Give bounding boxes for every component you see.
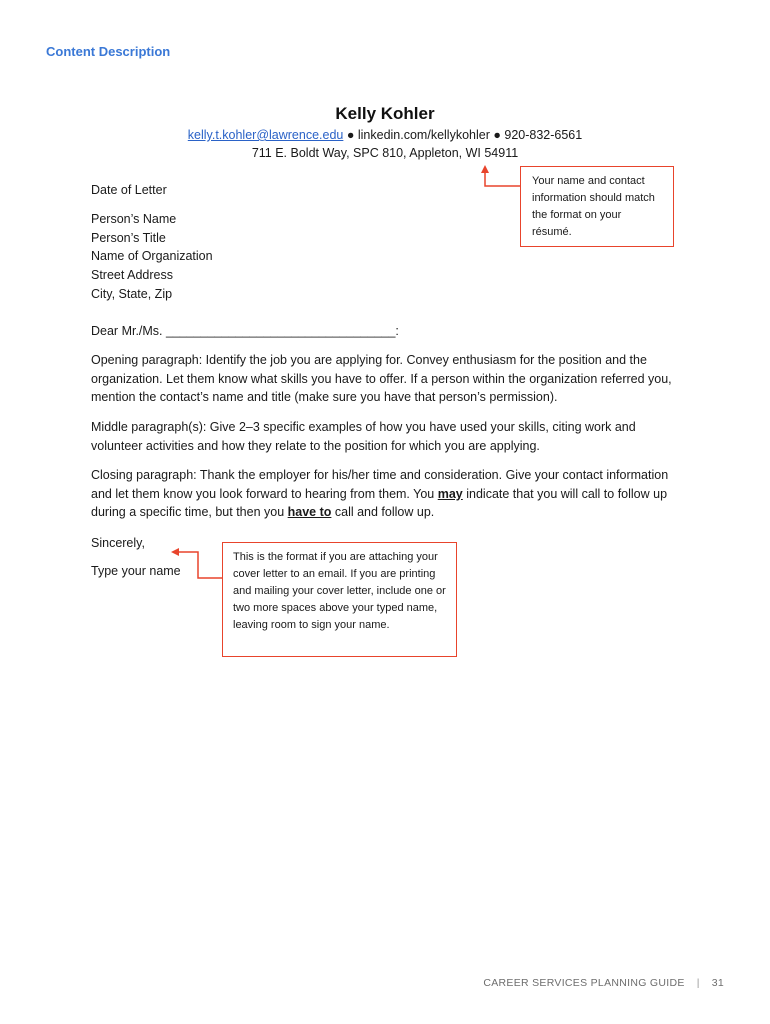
section-label: Content Description	[46, 44, 171, 59]
sender-email-link[interactable]: kelly.t.kohler@lawrence.edu	[187, 128, 344, 142]
salutation: Dear Mr./Ms. _________________________________:	[91, 324, 399, 338]
typed-name: Type your name	[91, 564, 181, 578]
middle-paragraph: Middle paragraph(s): Give 2–3 specific examples of how you have used your skills, citing work and volunteer activities and how they relate to the position for which you are applying.	[91, 420, 636, 453]
footer-separator: |	[696, 977, 700, 989]
page-footer	[483, 977, 724, 989]
sender-address: 711 E. Boldt Way, SPC 810, Appleton, WI 54911	[251, 146, 519, 160]
top-arrowhead-icon	[481, 165, 489, 173]
recipient-name: Person’s Name	[91, 212, 177, 226]
closing-text-part3: call and follow up.	[331, 505, 435, 520]
recipient-street: Street Address	[91, 268, 173, 283]
opening-paragraph: Opening paragraph: Identify the job you are applying for. Convey enthusiasm for the position and the organization. Let them know what skills you have to offer. If a person within the organization referred you, mention the contact’s name and title (make sure you have that person’s permission).	[91, 353, 672, 405]
recipient-organization: Name of Organization	[91, 249, 213, 264]
callout-signature-format: This is the format if you are attaching your cover letter to an email. If you are printing and mailing your cover letter, include one or two more spaces above your typed name, leaving room to sign your name.	[222, 542, 457, 657]
closing-text-part1: Closing paragraph: Thank the employer for his/her time and consideration. Give your contact information and let them know you look forward to hearing from them. You	[91, 468, 669, 501]
closing-emphasis-may: may	[437, 486, 463, 501]
callout-name-format: Your name and contact information should match the format on your résumé.	[520, 166, 674, 247]
sender-name: Kelly Kohler	[335, 104, 435, 123]
closing-paragraph	[91, 466, 681, 522]
footer-guide-title: CAREER SERVICES PLANNING GUIDE	[483, 977, 685, 989]
sender-contact-line	[0, 128, 770, 142]
letter-date: Date of Letter	[91, 183, 167, 197]
recipient-title: Person’s Title	[91, 230, 166, 245]
closing-text-part2: indicate that you will call to follow up during a specific time, but then you	[91, 486, 668, 520]
recipient-city-state-zip: City, State, Zip	[91, 286, 173, 301]
sender-contact-details: ● linkedin.com/kellykohler ● 920-832-6561	[343, 128, 583, 142]
sign-off: Sincerely,	[91, 536, 145, 550]
footer-page-number: 31	[711, 977, 724, 989]
closing-emphasis-have-to: have to	[287, 505, 332, 520]
